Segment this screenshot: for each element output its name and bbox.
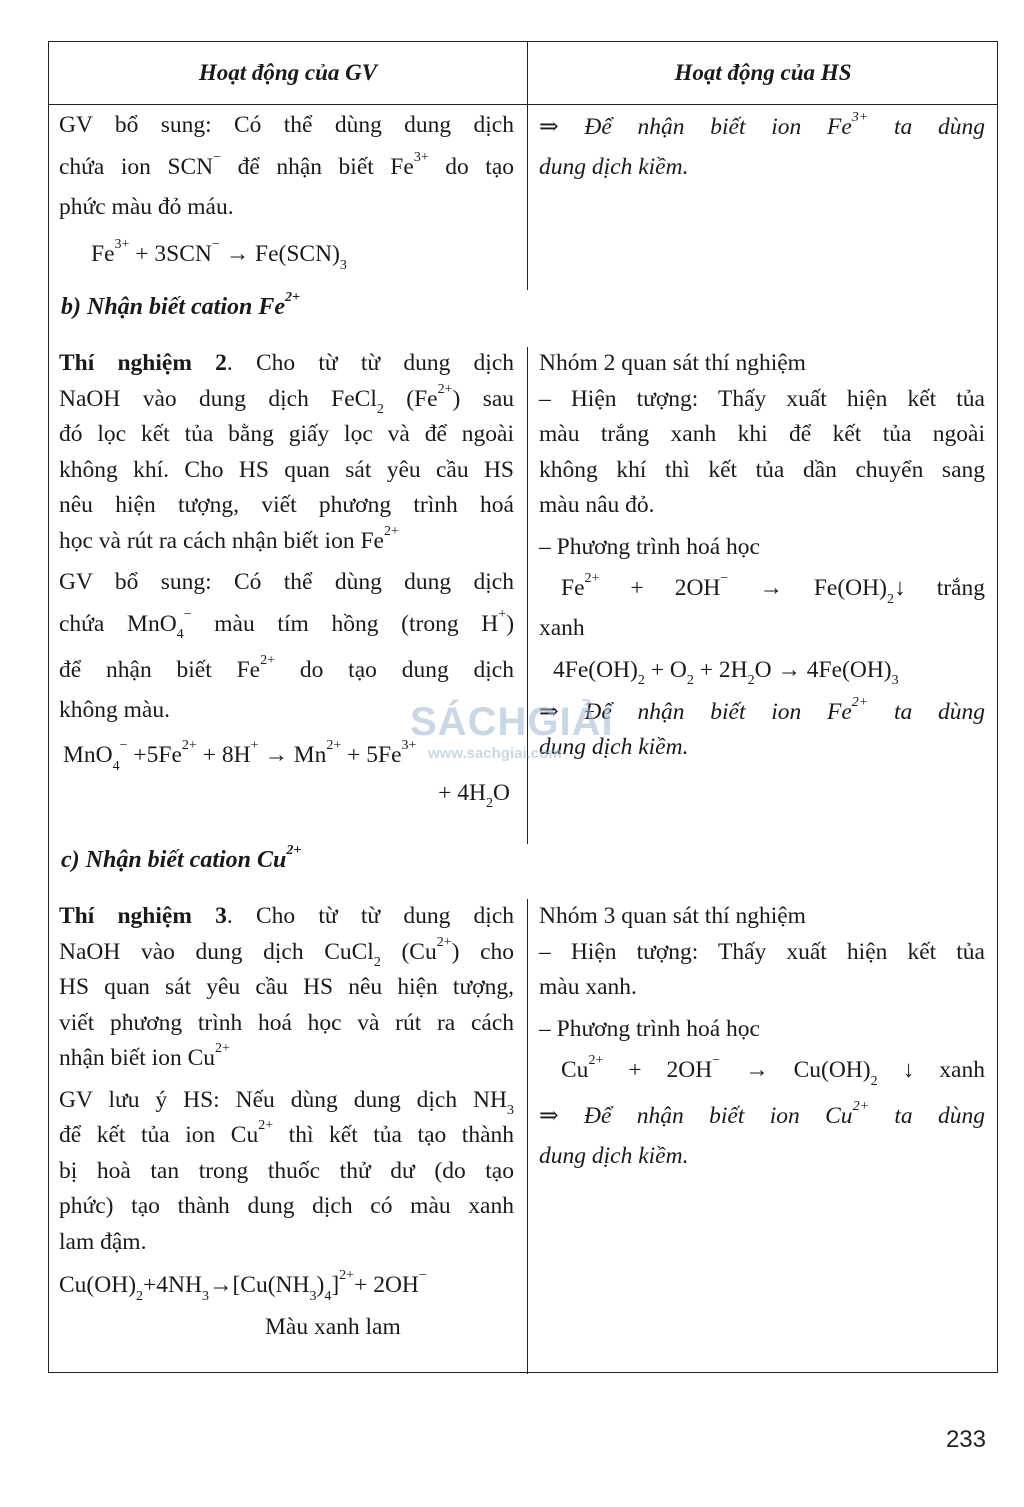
row1-gv-cell <box>59 108 514 273</box>
row2-hs-line: màu trắng xanh khi để kết tủa ngoài <box>539 421 985 447</box>
section-b-heading: b) Nhận biết cation $Fe^{2+}$ <box>61 290 300 320</box>
watermark-logo <box>410 700 614 762</box>
row3-hs-line: màu xanh. <box>539 974 637 1000</box>
column-divider-middle <box>527 347 528 844</box>
row2-hs-line: ⇒ Để nhận biết ion $Fe^{2+}$ ta dùng <box>539 694 985 725</box>
row2-gv-line: để nhận biết $Fe^{2+}$ do tạo dung dịch <box>59 652 514 683</box>
row2-hs-line: dung dịch kiềm. <box>539 734 689 760</box>
row2-hs-line: màu nâu đỏ. <box>539 492 655 518</box>
row3-gv-line: Thí nghiệm 3. Cho từ từ dung dịch <box>59 903 515 929</box>
row3-hs-line: ⇒ Để nhận biết ion $Cu^{2+}$ ta dùng <box>539 1099 986 1129</box>
page-number: 233 <box>945 1426 986 1453</box>
row2-gv-line: đó lọc kết tủa bằng giấy lọc và để ngoài <box>59 421 514 447</box>
row3-equation-label: Màu xanh lam <box>265 1313 401 1340</box>
row1-hs-cell <box>539 110 985 185</box>
row3-hs-line: dung dịch kiềm. <box>539 1143 689 1169</box>
row3-gv-line: để kết tủa ion $Cu^{2+}$ thì kết tủa tạo thành <box>59 1118 514 1148</box>
row3-hs-line: Nhóm 3 quan sát thí nghiệm <box>539 903 806 929</box>
row3-gv-line: lam đậm. <box>59 1228 147 1255</box>
row2-gv-line: nêu hiện tượng, viết phương trình hoá <box>59 492 514 518</box>
row2-gv-line: không màu. <box>59 696 170 723</box>
row1-hs-line: ⇒ Để nhận biết ion $Fe^{3+}$ ta dùng <box>539 110 985 140</box>
row3-gv-line: bị hoà tan trong thuốc thử dư (do tạo <box>59 1157 514 1184</box>
row2-hs-line: Nhóm 2 quan sát thí nghiệm <box>539 350 806 376</box>
row2-equation-cont: + $4H_2O$ <box>438 779 510 812</box>
row2-hs-line: không khí thì kết tủa dần chuyển sang <box>539 456 985 483</box>
row3-hs-cell <box>539 899 985 1175</box>
section-c-heading: c) Nhận biết cation $Cu^{2+}$ <box>61 843 302 873</box>
row3-gv-cell <box>59 899 514 1345</box>
row1-gv-line: phức màu đỏ máu. <box>59 193 234 220</box>
row3-equation: $Cu(OH)_2+4NH_3\to[Cu(NH_3)_4]^{2+}+ 2OH^-$ <box>59 1268 427 1304</box>
row3-gv-line: viết phương trình hoá học và rút ra cách <box>59 1009 514 1036</box>
header-divider <box>49 104 997 105</box>
row2-hs-line: – Phương trình hoá học <box>539 533 760 560</box>
row2-gv-line: NaOH vào dung dịch FeCl$_2$ $(Fe^{2+})$ sau <box>59 381 515 418</box>
watermark-text: SÁCHGIẢI <box>410 700 614 744</box>
row1-gv-line: GV bổ sung: Có thể dùng dung dịch <box>59 112 514 138</box>
row3-gv-line: phức) tạo thành dung dịch có màu xanh <box>59 1193 514 1219</box>
row3-gv-line: NaOH vào dung dịch CuCl$_2$ $(Cu^{2+})$ cho <box>59 934 514 971</box>
row2-equation: $MnO_4^- +5Fe^{2+} + 8H^+ \to Mn^{2+} + 5Fe^{3+}$ <box>63 738 417 774</box>
row2-hs-equation: $Fe^{2+} + 2OH^-$ → $Fe(OH)_2↓$ trắng <box>561 571 985 607</box>
row2-gv-line: Thí nghiệm 2. Cho từ từ dung dịch <box>59 350 515 376</box>
row2-gv-line: không khí. Cho HS quan sát yêu cầu HS <box>59 456 514 483</box>
header-gv: Hoạt động của GV <box>198 60 378 85</box>
row3-hs-equation: $Cu^{2+} + 2OH^- \to Cu(OH)_2$ ↓ xanh <box>561 1053 985 1089</box>
row1-gv-line: chứa ion SCN− để nhận biết $Fe^{3+}$ do tạo <box>59 149 514 180</box>
row2-gv-line: GV bổ sung: Có thể dùng dung dịch <box>59 569 514 595</box>
column-divider-bottom <box>527 899 528 1374</box>
row2-gv-line: chứa MnO$_4$− màu tím hồng (trong H+) <box>59 606 515 643</box>
header-hs: Hoạt động của HS <box>674 60 852 85</box>
row2-hs-line: xanh <box>539 615 585 641</box>
watermark-url: www.sachgiai.com <box>428 745 562 762</box>
row2-hs-line: – Hiện tượng: Thấy xuất hiện kết tủa <box>539 385 985 412</box>
row3-hs-line: – Hiện tượng: Thấy xuất hiện kết tủa <box>539 938 985 965</box>
row2-gv-line: học và rút ra cách nhận biết ion $Fe^{2+}$ <box>59 523 399 554</box>
row3-gv-line: GV lưu ý HS: Nếu dùng dung dịch $NH_3$ <box>59 1086 514 1119</box>
row2-hs-equation: $4Fe(OH)_2 + O_2 + 2H_2O \to 4Fe(OH)_3$ <box>553 656 899 689</box>
row3-gv-line: HS quan sát yêu cầu HS nêu hiện tượng, <box>59 974 514 1000</box>
row3-gv-line: nhận biết ion $Cu^{2+}$ <box>59 1041 230 1071</box>
row1-hs-line: dung dịch kiềm. <box>539 153 689 180</box>
row1-equation: $Fe^{3+} + 3SCN^- \to Fe(SCN)_3$ <box>91 237 347 273</box>
row3-hs-line: – Phương trình hoá học <box>539 1015 760 1042</box>
